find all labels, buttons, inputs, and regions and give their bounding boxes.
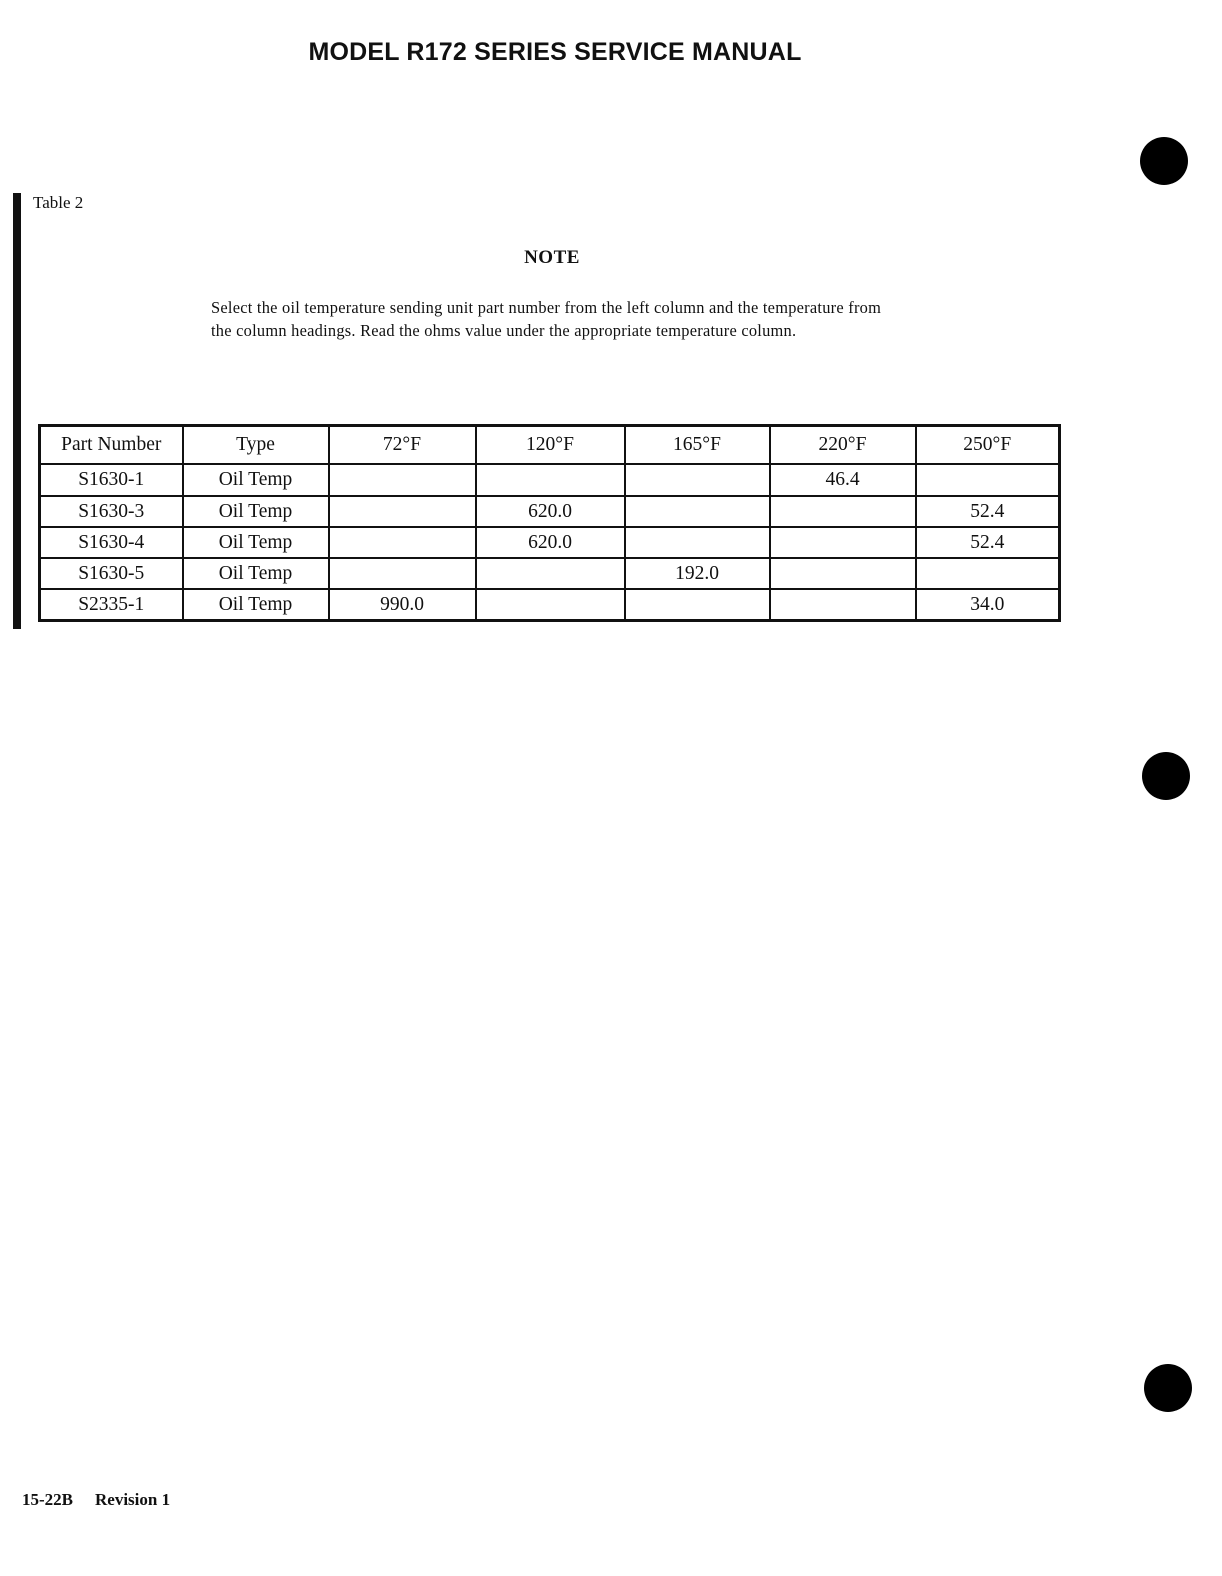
- cell-220f: [770, 496, 916, 527]
- column-header-120f: 120°F: [476, 426, 625, 465]
- note-body: Select the oil temperature sending unit part number from the left column and the temperature from the column headings. Read the ohms value under the appropriate temperature column.: [211, 298, 882, 340]
- cell-type: Oil Temp: [183, 496, 329, 527]
- table-row: [40, 527, 1060, 558]
- cell-165f: [625, 464, 770, 496]
- cell-165f: [625, 527, 770, 558]
- punch-hole-top: [1140, 137, 1188, 185]
- cell-72f: [329, 464, 476, 496]
- cell-120f: 620.0: [476, 496, 625, 527]
- column-header-72f: 72°F: [329, 426, 476, 465]
- cell-250f: [916, 558, 1060, 589]
- cell-165f: 192.0: [625, 558, 770, 589]
- cell-type: Oil Temp: [183, 464, 329, 496]
- cell-250f: 34.0: [916, 589, 1060, 621]
- cell-type: Oil Temp: [183, 527, 329, 558]
- cell-part-number: S2335-1: [40, 589, 183, 621]
- cell-72f: [329, 496, 476, 527]
- cell-120f: [476, 558, 625, 589]
- cell-part-number: S1630-5: [40, 558, 183, 589]
- cell-part-number: S1630-3: [40, 496, 183, 527]
- table-row: [40, 496, 1060, 527]
- cell-120f: 620.0: [476, 527, 625, 558]
- cell-220f: 46.4: [770, 464, 916, 496]
- cell-120f: [476, 589, 625, 621]
- cell-220f: [770, 589, 916, 621]
- sending-unit-ohms-table: [38, 424, 1061, 622]
- cell-120f: [476, 464, 625, 496]
- cell-72f: 990.0: [329, 589, 476, 621]
- page-title: MODEL R172 SERIES SERVICE MANUAL: [308, 38, 802, 66]
- cell-part-number: S1630-4: [40, 527, 183, 558]
- column-header-250f: 250°F: [916, 426, 1060, 465]
- cell-250f: 52.4: [916, 527, 1060, 558]
- table-row: [40, 589, 1060, 621]
- cell-220f: [770, 527, 916, 558]
- revision-label: Revision 1: [95, 1490, 171, 1509]
- cell-220f: [770, 558, 916, 589]
- punch-hole-middle: [1142, 752, 1190, 800]
- note-heading: NOTE: [524, 247, 580, 268]
- column-header-220f: 220°F: [770, 426, 916, 465]
- cell-type: Oil Temp: [183, 558, 329, 589]
- column-header-type: Type: [183, 426, 329, 465]
- table-label: Table 2: [33, 193, 84, 212]
- cell-72f: [329, 558, 476, 589]
- page-number: 15-22B: [22, 1490, 73, 1509]
- column-header-165f: 165°F: [625, 426, 770, 465]
- revision-change-bar: [13, 193, 21, 629]
- cell-250f: 52.4: [916, 496, 1060, 527]
- punch-hole-bottom: [1144, 1364, 1192, 1412]
- table-header-row: [40, 426, 1060, 465]
- table-row: [40, 464, 1060, 496]
- cell-165f: [625, 589, 770, 621]
- column-header-part-number: Part Number: [40, 426, 183, 465]
- cell-type: Oil Temp: [183, 589, 329, 621]
- cell-part-number: S1630-1: [40, 464, 183, 496]
- table-row: [40, 558, 1060, 589]
- cell-250f: [916, 464, 1060, 496]
- page-footer: [22, 1490, 170, 1510]
- cell-72f: [329, 527, 476, 558]
- cell-165f: [625, 496, 770, 527]
